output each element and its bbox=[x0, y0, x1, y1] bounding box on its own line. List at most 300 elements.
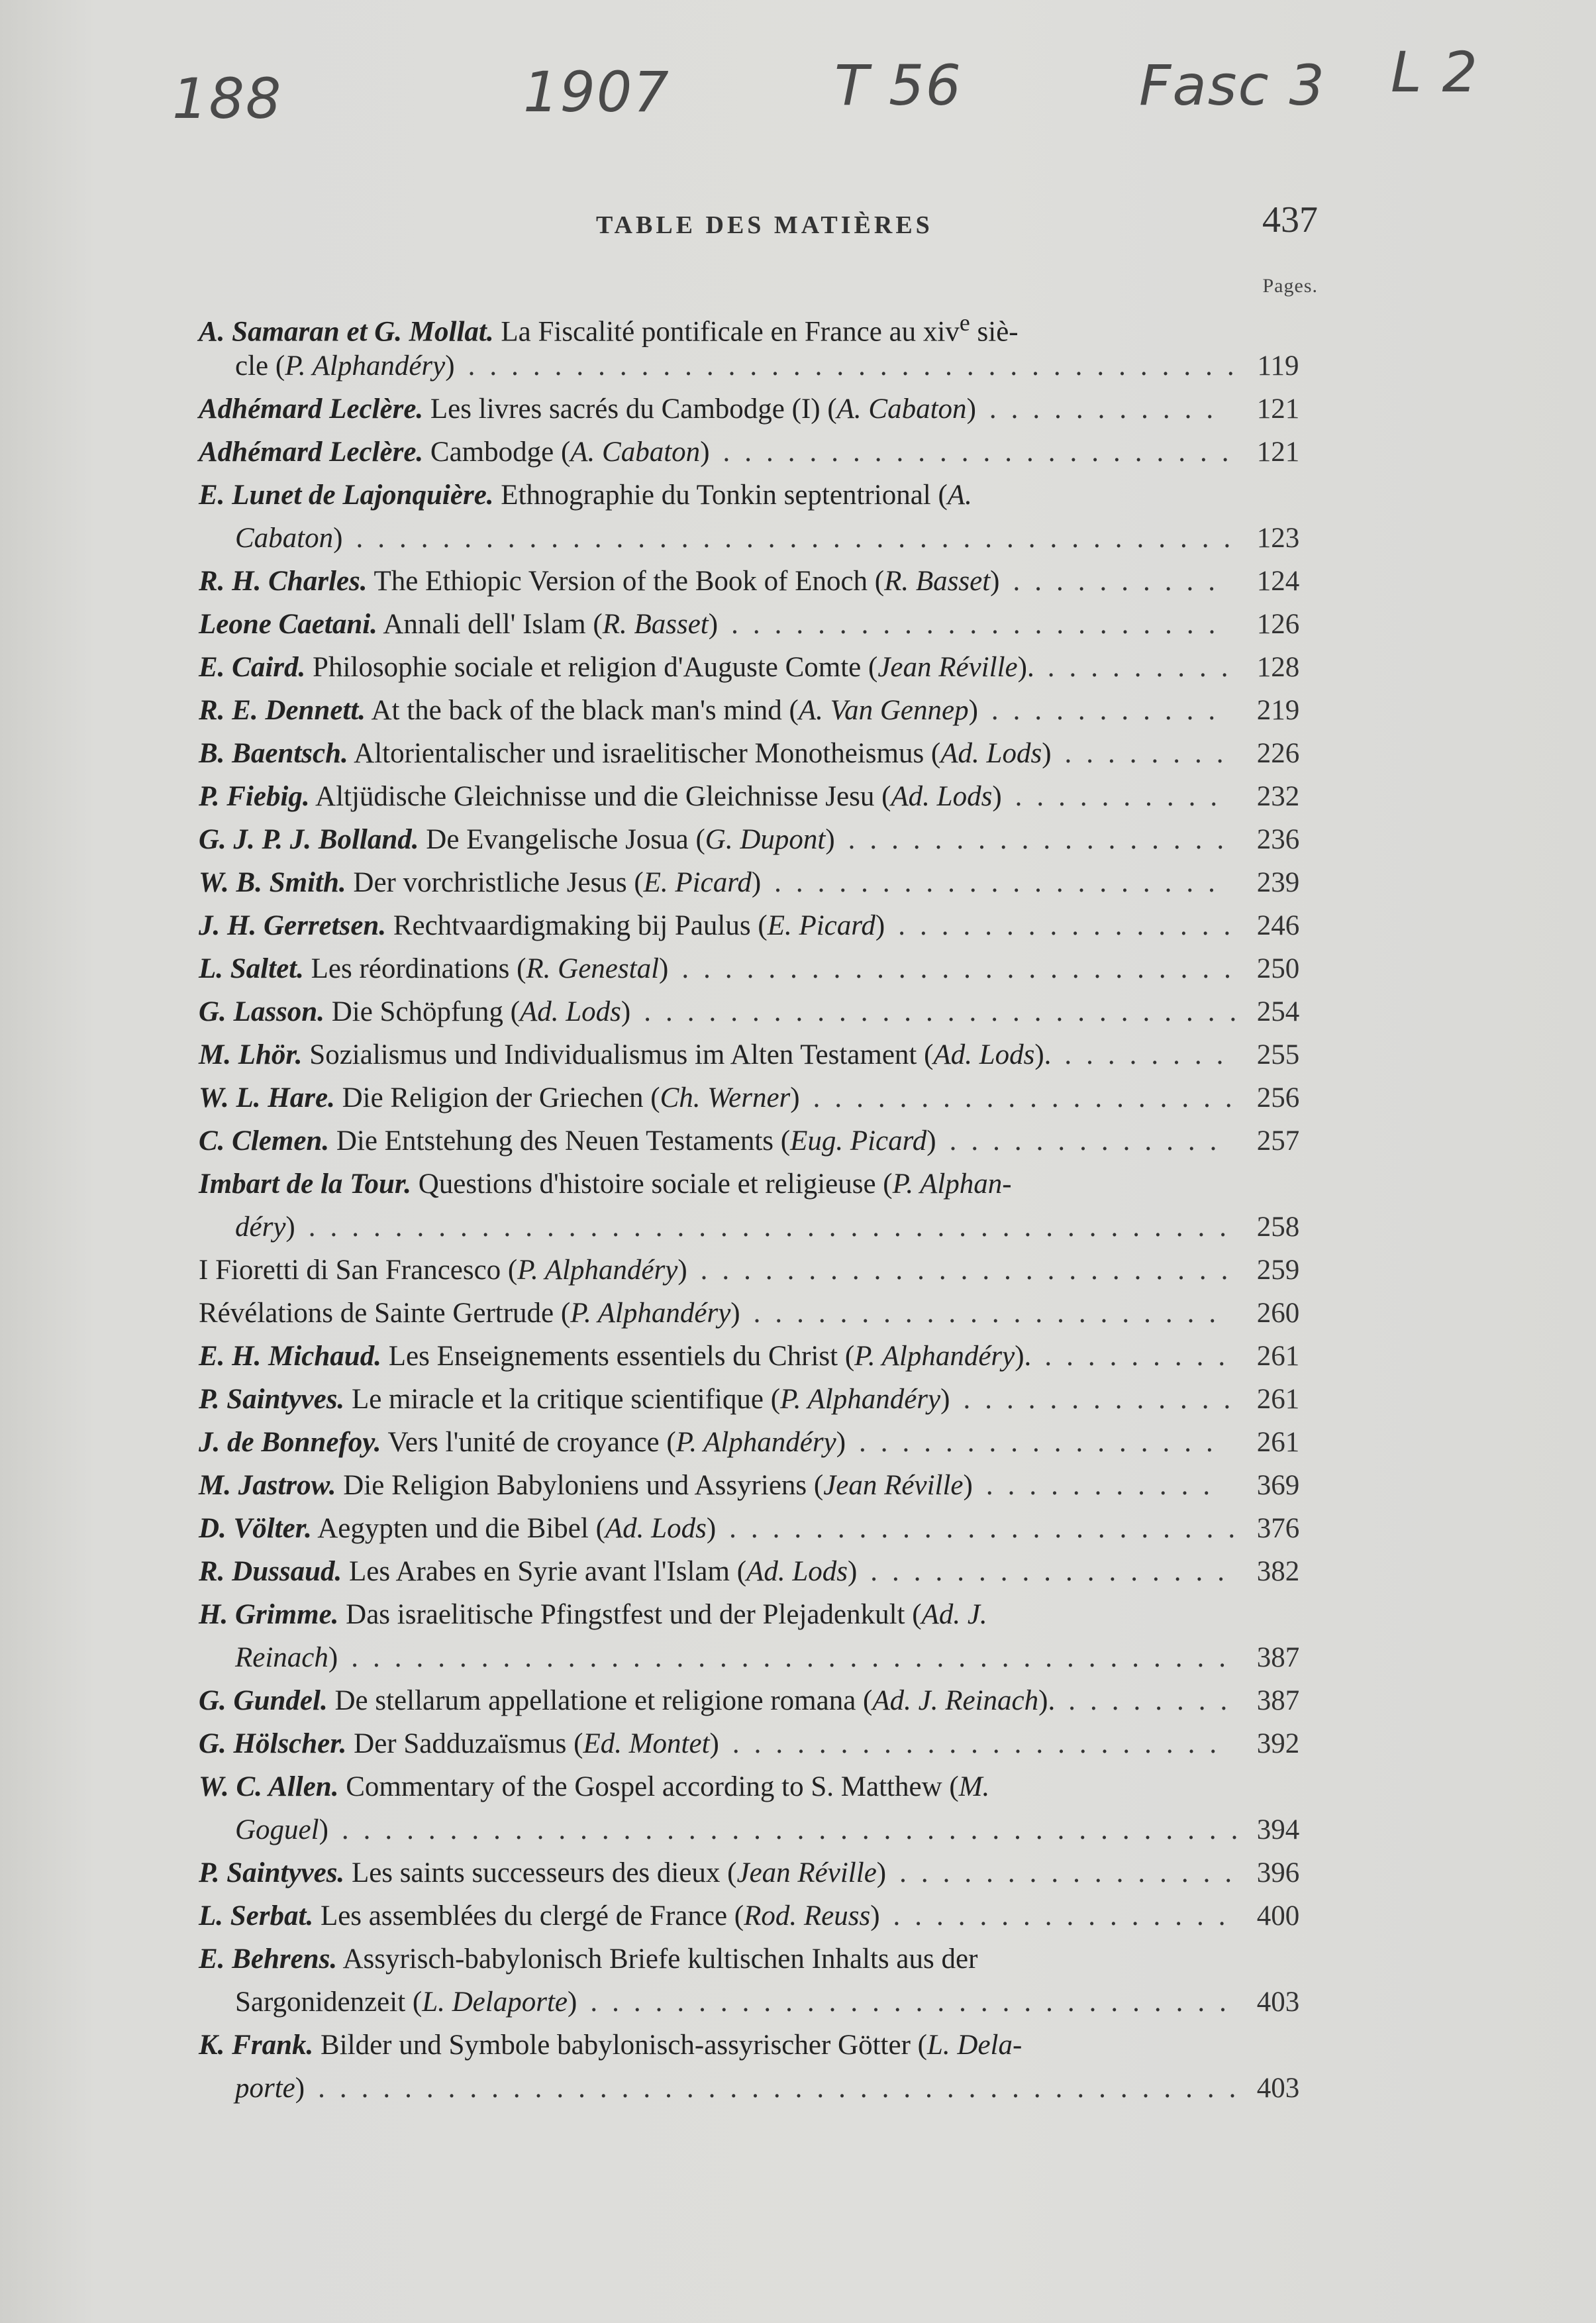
entry-title-end: ). bbox=[1015, 1341, 1032, 1372]
entry-author: M. Jastrow. bbox=[199, 1470, 336, 1501]
entry-title: Commentary of the Gospel according to S. Matthew ( bbox=[338, 1771, 959, 1802]
entry-title: At the back of the black man's mind ( bbox=[366, 695, 799, 726]
entry-title: Les assemblées du clergé de France ( bbox=[313, 1900, 744, 1932]
dot-leader: ................ bbox=[893, 1900, 1240, 1932]
entry-text bbox=[199, 1292, 740, 1335]
entry-page-number: 261 bbox=[1256, 1384, 1300, 1415]
entry-reviewer: porte bbox=[235, 2073, 295, 2104]
entry-text bbox=[199, 1851, 886, 1894]
entry-text bbox=[199, 1507, 716, 1550]
entry-author: G. Gundel. bbox=[199, 1685, 328, 1716]
entry-page-number: 219 bbox=[1256, 695, 1300, 726]
toc-line bbox=[199, 1335, 1318, 1378]
entry-author: Leone Caetani. bbox=[199, 609, 377, 640]
entry-text bbox=[199, 431, 710, 474]
entry-title-end: ) bbox=[677, 1255, 687, 1286]
entry-text bbox=[199, 818, 835, 861]
toc-line bbox=[199, 387, 1318, 431]
dot-leader: ....................... bbox=[732, 1728, 1232, 1759]
entry-page-number: 403 bbox=[1256, 1987, 1300, 2018]
entry-reviewer: P. Alphandéry bbox=[517, 1255, 678, 1286]
handwritten-note: Fasc 3 bbox=[1139, 53, 1326, 118]
dot-leader: .......... bbox=[1013, 566, 1230, 597]
entry-page-number: 259 bbox=[1256, 1255, 1300, 1286]
dot-leader: ......... bbox=[1044, 1341, 1240, 1372]
entry-text bbox=[199, 1033, 1051, 1076]
entry-title: Rechtvaardigmaking bij Paulus ( bbox=[386, 910, 768, 941]
dot-leader: ........ bbox=[1064, 1039, 1238, 1070]
dot-leader: ..................... bbox=[774, 867, 1230, 898]
entry-page-number: 258 bbox=[1256, 1212, 1300, 1243]
entry-text bbox=[235, 517, 342, 560]
entry-title: Die Schöpfung ( bbox=[324, 996, 520, 1027]
entry-author: E. H. Michaud. bbox=[199, 1341, 381, 1372]
entry-text bbox=[199, 732, 1052, 775]
entry-page-number: 123 bbox=[1256, 523, 1300, 554]
dot-leader: ................ bbox=[898, 910, 1246, 941]
toc-line bbox=[199, 474, 1318, 517]
toc-line bbox=[199, 301, 1318, 348]
entry-reviewer: Rod. Reuss bbox=[744, 1900, 871, 1932]
entry-page-number: 387 bbox=[1256, 1685, 1300, 1716]
entry-title: Der vorchristliche Jesus ( bbox=[346, 867, 644, 898]
entry-page-number: 369 bbox=[1256, 1470, 1300, 1501]
entry-title-end: ). bbox=[1017, 652, 1034, 683]
entry-title-end: ) bbox=[966, 393, 976, 425]
toc-line bbox=[199, 1636, 1318, 1679]
entry-text bbox=[235, 1808, 328, 1851]
toc-line bbox=[199, 990, 1318, 1033]
dot-leader: .......... bbox=[1015, 781, 1232, 812]
entry-page-number: 403 bbox=[1256, 2073, 1300, 2104]
entry-reviewer: Ed. Montet bbox=[583, 1728, 710, 1759]
entry-title: cle ( bbox=[235, 350, 285, 382]
toc-line bbox=[199, 947, 1318, 990]
dot-leader: .................................... bbox=[468, 350, 1249, 382]
entry-reviewer: Ad. J. bbox=[921, 1599, 987, 1630]
entry-author: G. Lasson. bbox=[199, 996, 324, 1027]
entry-reviewer: A. Van Gennep bbox=[798, 695, 969, 726]
entry-page-number: 256 bbox=[1256, 1082, 1300, 1113]
entry-title-end: ) bbox=[992, 781, 1002, 812]
dot-leader: ................. bbox=[859, 1427, 1228, 1458]
entry-title-end: ) bbox=[963, 1470, 973, 1501]
entry-author: G. Hölscher. bbox=[199, 1728, 347, 1759]
entry-reviewer: A. Cabaton bbox=[836, 393, 967, 425]
entry-reviewer: R. Genestal bbox=[526, 953, 660, 984]
toc-line bbox=[199, 1464, 1318, 1507]
entry-title-end: ) bbox=[730, 1298, 740, 1329]
entry-text bbox=[199, 1162, 1012, 1206]
entry-text bbox=[199, 1593, 987, 1636]
entry-title: Sargonidenzeit ( bbox=[235, 1987, 423, 2018]
toc-line bbox=[199, 1507, 1318, 1550]
entry-text bbox=[199, 1335, 1031, 1378]
entry-page-number: 261 bbox=[1256, 1427, 1300, 1458]
entry-reviewer: Eug. Picard bbox=[790, 1125, 927, 1157]
entry-title: Bilder und Symbole babylonisch-assyrischer Götter ( bbox=[313, 2030, 927, 2061]
entry-title-end: ) bbox=[659, 953, 669, 984]
entry-title: De Evangelische Josua ( bbox=[419, 824, 705, 855]
entry-page-number: 126 bbox=[1256, 609, 1300, 640]
toc-line bbox=[199, 1722, 1318, 1765]
entry-title: De stellarum appellatione et religione romana ( bbox=[327, 1685, 873, 1716]
entry-author: E. Behrens. bbox=[199, 1943, 338, 1975]
entry-page-number: 124 bbox=[1256, 566, 1300, 597]
entry-reviewer: P. Alphandéry bbox=[854, 1341, 1015, 1372]
entry-author: B. Baentsch. bbox=[199, 738, 348, 769]
entry-author: R. E. Dennett. bbox=[199, 695, 366, 726]
toc-line bbox=[199, 1981, 1318, 2024]
dot-leader: ........... bbox=[991, 695, 1230, 726]
entry-page-number: 121 bbox=[1256, 437, 1300, 468]
entry-author: W. L. Hare. bbox=[199, 1082, 335, 1113]
entry-page-number: 255 bbox=[1256, 1039, 1300, 1070]
entry-author: K. Frank. bbox=[199, 2030, 314, 2061]
entry-text bbox=[199, 689, 978, 732]
entry-reviewer: P. Alphandéry bbox=[570, 1298, 731, 1329]
entry-reviewer: Ad. J. Reinach bbox=[872, 1685, 1039, 1716]
entry-author: D. Völter. bbox=[199, 1513, 312, 1544]
toc-line bbox=[199, 732, 1318, 775]
entry-author: J. H. Gerretsen. bbox=[199, 910, 387, 941]
dot-leader: ........................................... bbox=[318, 2073, 1251, 2104]
entry-page-number: 387 bbox=[1256, 1642, 1300, 1673]
entry-reviewer: Ad. Lods bbox=[940, 738, 1042, 769]
entry-title-end: ) bbox=[708, 609, 719, 640]
entry-text bbox=[199, 947, 668, 990]
entry-author: L. Saltet. bbox=[199, 953, 304, 984]
entry-title: Les réordinations ( bbox=[303, 953, 526, 984]
entry-author: A. Samaran et G. Mollat. bbox=[199, 316, 494, 348]
handwritten-note: 1907 bbox=[523, 60, 670, 125]
entry-author: P. Saintyves. bbox=[199, 1857, 345, 1888]
entry-title-end: ) bbox=[751, 867, 762, 898]
entry-title-end: ) bbox=[825, 824, 835, 855]
toc-line bbox=[199, 1421, 1318, 1464]
pages-column-label: Pages. bbox=[1262, 275, 1318, 297]
page-header bbox=[199, 199, 1318, 252]
entry-page-number: 257 bbox=[1256, 1125, 1300, 1157]
entry-author: M. Lhör. bbox=[199, 1039, 303, 1070]
entry-title-end: ) bbox=[568, 1987, 577, 2018]
entry-title-end: ) bbox=[836, 1427, 846, 1458]
entry-title: Les livres sacrés du Cambodge (I) ( bbox=[423, 393, 837, 425]
entry-title-end: ) bbox=[700, 437, 710, 468]
entry-page-number: 261 bbox=[1256, 1341, 1300, 1372]
entry-reviewer: Ad. Lods bbox=[933, 1039, 1035, 1070]
entry-title-end: ) bbox=[621, 996, 631, 1027]
entry-title: Assyrisch-babylonisch Briefe kultischen Inhalts aus der bbox=[337, 1943, 978, 1975]
dot-leader: ...................... bbox=[753, 1298, 1231, 1329]
entry-title: Vers l'unité de croyance ( bbox=[381, 1427, 676, 1458]
entry-text bbox=[199, 560, 1000, 603]
entry-title: I Fioretti di San Francesco ( bbox=[199, 1255, 518, 1286]
entry-text bbox=[235, 344, 455, 387]
entry-page-number: 400 bbox=[1256, 1900, 1300, 1932]
entry-author: Imbart de la Tour. bbox=[199, 1168, 411, 1200]
entry-reviewer: E. Picard bbox=[643, 867, 752, 898]
entry-reviewer: P. Alphandéry bbox=[780, 1384, 941, 1415]
entry-reviewer: Ad. Lods bbox=[605, 1513, 707, 1544]
dot-leader: ............................ bbox=[644, 996, 1252, 1027]
entry-reviewer: Ad. Lods bbox=[891, 781, 993, 812]
entry-title: Altjüdische Gleichnisse und die Gleichnisse Jesu ( bbox=[309, 781, 891, 812]
entry-page-number: 119 bbox=[1257, 350, 1299, 382]
entry-text bbox=[199, 1679, 1055, 1722]
entry-reviewer: R. Basset bbox=[884, 566, 991, 597]
entry-reviewer: Cabaton bbox=[235, 523, 334, 554]
entry-reviewer: L. Delaporte bbox=[422, 1987, 568, 2018]
entry-title: Philosophie sociale et religion d'Auguste Comte ( bbox=[305, 652, 878, 683]
toc-line bbox=[199, 1162, 1318, 1206]
entry-title-end: ) bbox=[295, 2073, 305, 2104]
entry-reviewer: P. Alphan- bbox=[892, 1168, 1012, 1200]
toc-line bbox=[199, 775, 1318, 818]
entry-title: Die Religion Babyloniens und Assyriens ( bbox=[336, 1470, 824, 1501]
entry-title: Les Arabes en Syrie avant l'Islam ( bbox=[342, 1556, 747, 1587]
entry-reviewer: R. Basset bbox=[602, 609, 709, 640]
toc-line bbox=[199, 1937, 1318, 1981]
entry-page-number: 396 bbox=[1256, 1857, 1300, 1888]
toc-line bbox=[199, 861, 1318, 904]
toc-line bbox=[199, 1076, 1318, 1119]
entry-title: Questions d'histoire sociale et religieuse ( bbox=[411, 1168, 893, 1200]
entry-reviewer: M. bbox=[958, 1771, 990, 1802]
entry-text bbox=[199, 1722, 719, 1765]
entry-text bbox=[199, 1378, 950, 1421]
entry-reviewer: E. Picard bbox=[767, 910, 875, 941]
toc-line bbox=[199, 818, 1318, 861]
entry-title: Aegypten und die Bibel ( bbox=[311, 1513, 605, 1544]
toc-line bbox=[199, 344, 1318, 387]
entry-reviewer: déry bbox=[235, 1212, 286, 1243]
running-title: TABLE DES MATIÈRES bbox=[596, 211, 933, 239]
entry-author: H. Grimme. bbox=[199, 1599, 339, 1630]
entry-title: The Ethiopic Version of the Book of Enoch ( bbox=[367, 566, 885, 597]
table-of-contents bbox=[199, 301, 1318, 2110]
handwritten-note: T 56 bbox=[834, 53, 962, 118]
entry-text bbox=[199, 646, 1034, 689]
entry-reviewer: Ad. Lods bbox=[519, 996, 621, 1027]
entry-author: P. Fiebig. bbox=[199, 781, 310, 812]
entry-title: Les saints successeurs des dieux ( bbox=[344, 1857, 737, 1888]
entry-page-number: 246 bbox=[1256, 910, 1300, 941]
entry-title-end: ) bbox=[319, 1814, 328, 1845]
dot-leader: .................. bbox=[848, 824, 1239, 855]
entry-title-end: ) bbox=[940, 1384, 950, 1415]
entry-title-end: ) bbox=[285, 1212, 295, 1243]
entry-title: Altorientalischer und israelitischer Monotheismus ( bbox=[348, 738, 941, 769]
entry-page-number: 376 bbox=[1256, 1513, 1300, 1544]
entry-author: E. Lunet de Lajonquière. bbox=[199, 480, 494, 511]
toc-line bbox=[199, 1765, 1318, 1808]
entry-text bbox=[199, 1550, 857, 1593]
entry-text bbox=[199, 1076, 800, 1119]
entry-text bbox=[199, 1894, 880, 1937]
entry-superscript: e bbox=[959, 309, 970, 336]
handwritten-note: L 2 bbox=[1391, 40, 1479, 105]
dot-leader: ................ bbox=[899, 1857, 1247, 1888]
entry-title: Révélations de Sainte Gertrude ( bbox=[199, 1298, 571, 1329]
toc-line bbox=[199, 1292, 1318, 1335]
entry-reviewer: A. bbox=[947, 480, 972, 511]
entry-text bbox=[199, 603, 718, 646]
entry-title-end: ) bbox=[870, 1900, 880, 1932]
toc-line bbox=[199, 1851, 1318, 1894]
page-number: 437 bbox=[1262, 199, 1318, 240]
entry-title-end: ). bbox=[1034, 1039, 1052, 1070]
entry-reviewer: G. Dupont bbox=[705, 824, 826, 855]
toc-line bbox=[199, 2067, 1318, 2110]
entry-page-number: 232 bbox=[1256, 781, 1300, 812]
dot-leader: .................... bbox=[813, 1082, 1247, 1113]
entry-author: P. Saintyves. bbox=[199, 1384, 345, 1415]
entry-title-end: ) bbox=[1042, 738, 1052, 769]
dot-leader: ......... bbox=[1047, 652, 1243, 683]
dot-leader: .......................................... bbox=[341, 1814, 1253, 1845]
entry-text bbox=[235, 1981, 577, 2024]
entry-title: Cambodge ( bbox=[423, 437, 571, 468]
entry-author: C. Clemen. bbox=[199, 1125, 330, 1157]
entry-page-number: 121 bbox=[1256, 393, 1300, 425]
entry-title-end: ) bbox=[706, 1513, 717, 1544]
entry-text bbox=[199, 1464, 973, 1507]
toc-line bbox=[199, 1378, 1318, 1421]
toc-line bbox=[199, 517, 1318, 560]
entry-title-end: ) bbox=[968, 695, 978, 726]
entry-reviewer: P. Alphandéry bbox=[675, 1427, 836, 1458]
entry-title-end: ) bbox=[328, 1642, 338, 1673]
entry-text bbox=[199, 904, 885, 947]
entry-author: W. B. Smith. bbox=[199, 867, 346, 898]
entry-title: Sozialismus und Individualismus im Alten Testament ( bbox=[302, 1039, 934, 1070]
entry-author: Adhémard Leclère. bbox=[199, 393, 424, 425]
entry-author: R. H. Charles. bbox=[199, 566, 368, 597]
toc-line bbox=[199, 904, 1318, 947]
toc-line bbox=[199, 560, 1318, 603]
entry-text bbox=[199, 775, 1002, 818]
entry-title-end: ) bbox=[333, 523, 343, 554]
dot-leader: ............. bbox=[963, 1384, 1246, 1415]
toc-line bbox=[199, 1808, 1318, 1851]
entry-author: Adhémard Leclère. bbox=[199, 437, 424, 468]
entry-page-number: 236 bbox=[1256, 824, 1300, 855]
entry-title: Die Entstehung des Neuen Testaments ( bbox=[329, 1125, 791, 1157]
entry-reviewer: Jean Réville bbox=[736, 1857, 877, 1888]
entry-page-number: 226 bbox=[1256, 738, 1300, 769]
entry-page-number: 254 bbox=[1256, 996, 1300, 1027]
entry-text bbox=[235, 1206, 295, 1249]
entry-title: Annali dell' Islam ( bbox=[377, 609, 603, 640]
toc-line bbox=[199, 603, 1318, 646]
handwritten-note: 188 bbox=[172, 66, 283, 131]
entry-reviewer: Ch. Werner bbox=[660, 1082, 791, 1113]
toc-line bbox=[199, 1593, 1318, 1636]
entry-page-number: 239 bbox=[1256, 867, 1300, 898]
toc-line bbox=[199, 1033, 1318, 1076]
entry-author: G. J. P. J. Bolland. bbox=[199, 824, 419, 855]
entry-text bbox=[199, 474, 972, 517]
entry-page-number: 382 bbox=[1256, 1556, 1300, 1587]
toc-line bbox=[199, 1679, 1318, 1722]
entry-text bbox=[199, 2024, 1022, 2067]
toc-line bbox=[199, 1550, 1318, 1593]
entry-title-end: ) bbox=[875, 910, 885, 941]
dot-leader: .......................... bbox=[681, 953, 1246, 984]
entry-title: Les Enseignements essentiels du Christ ( bbox=[381, 1341, 855, 1372]
dot-leader: ........... bbox=[985, 1470, 1225, 1501]
entry-text bbox=[199, 861, 761, 904]
entry-author: W. C. Allen. bbox=[199, 1771, 339, 1802]
dot-leader: ............. bbox=[949, 1125, 1232, 1157]
handwritten-annotations bbox=[0, 26, 1596, 159]
dot-leader: ........... bbox=[989, 393, 1228, 425]
dot-leader: ........................ bbox=[723, 437, 1244, 468]
toc-line bbox=[199, 1894, 1318, 1937]
entry-text bbox=[199, 1249, 687, 1292]
toc-line bbox=[199, 689, 1318, 732]
dot-leader: ......................................... bbox=[351, 1642, 1240, 1673]
entry-reviewer: A. Cabaton bbox=[570, 437, 701, 468]
entry-author: J. de Bonnefoy. bbox=[199, 1427, 381, 1458]
entry-text bbox=[235, 2067, 305, 2110]
entry-reviewer: P. Alphandéry bbox=[285, 350, 446, 382]
entry-author: R. Dussaud. bbox=[199, 1556, 342, 1587]
entry-title: Ethnographie du Tonkin septentrional ( bbox=[493, 480, 948, 511]
entry-title: Le miracle et la critique scientifique ( bbox=[344, 1384, 781, 1415]
entry-title-end: siè- bbox=[970, 316, 1019, 348]
dot-leader: ........................ bbox=[729, 1513, 1250, 1544]
entry-page-number: 394 bbox=[1256, 1814, 1300, 1845]
dot-leader: ........................................... bbox=[308, 1212, 1241, 1243]
dot-leader: ........ bbox=[1068, 1685, 1242, 1716]
entry-reviewer: Ad. Lods bbox=[746, 1556, 848, 1587]
toc-line bbox=[199, 646, 1318, 689]
entry-page-number: 250 bbox=[1256, 953, 1300, 984]
entry-title-end: ) bbox=[876, 1857, 887, 1888]
toc-line bbox=[199, 2024, 1318, 2067]
entry-reviewer: Goguel bbox=[235, 1814, 319, 1845]
dot-leader: ........ bbox=[1064, 738, 1238, 769]
entry-text bbox=[199, 990, 630, 1033]
entry-text bbox=[199, 387, 976, 431]
toc-line bbox=[199, 1249, 1318, 1292]
entry-title-end: ) bbox=[790, 1082, 800, 1113]
entry-reviewer: Reinach bbox=[235, 1642, 328, 1673]
entry-title-end: ) bbox=[847, 1556, 858, 1587]
entry-title-end: ) bbox=[709, 1728, 719, 1759]
entry-title-end: ) bbox=[926, 1125, 936, 1157]
entry-title-end: ) bbox=[445, 350, 455, 382]
entry-page-number: 260 bbox=[1256, 1298, 1300, 1329]
entry-text bbox=[235, 1636, 338, 1679]
entry-page-number: 128 bbox=[1256, 652, 1300, 683]
toc-line bbox=[199, 1206, 1318, 1249]
entry-title: Die Religion der Griechen ( bbox=[334, 1082, 660, 1113]
entry-page-number: 392 bbox=[1256, 1728, 1300, 1759]
entry-author: E. Caird. bbox=[199, 652, 306, 683]
entry-text bbox=[199, 1937, 977, 1981]
entry-title-end: ) bbox=[990, 566, 1000, 597]
entry-author: L. Serbat. bbox=[199, 1900, 314, 1932]
entry-text bbox=[199, 1421, 846, 1464]
entry-title-end: ). bbox=[1038, 1685, 1056, 1716]
entry-text bbox=[199, 1119, 936, 1162]
toc-line bbox=[199, 431, 1318, 474]
entry-reviewer: L. Dela- bbox=[926, 2030, 1022, 2061]
dot-leader: ................. bbox=[870, 1556, 1240, 1587]
